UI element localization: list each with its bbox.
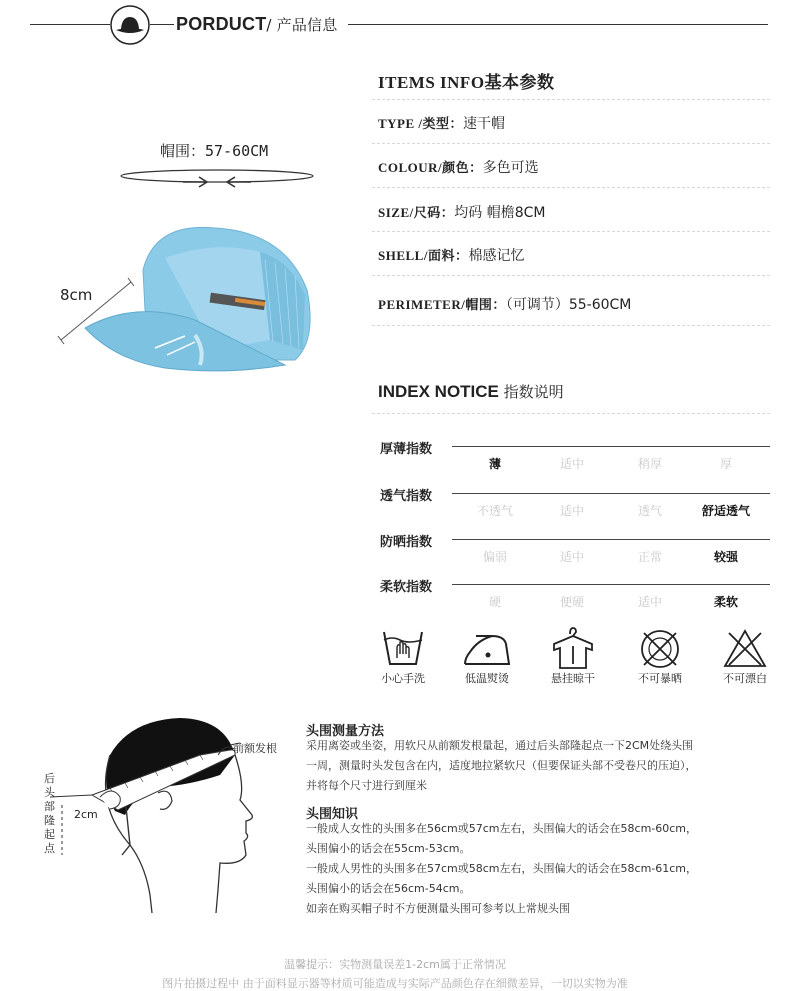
divider — [372, 187, 770, 188]
no-bleach-icon — [722, 628, 768, 670]
index-option: 适中 — [559, 504, 584, 518]
index-label: 透气指数 — [380, 489, 433, 504]
care-label: 不可漂白 — [723, 672, 767, 685]
index-label: 柔软指数 — [380, 580, 433, 595]
info-row-size: SIZE/尺码：均码 帽檐8CM — [378, 205, 546, 221]
index-label: 厚薄指数 — [380, 442, 433, 457]
low-iron-icon — [462, 630, 512, 668]
method-text: 采用离姿或坐姿，用软尺从前额发根量起，通过后头部隆起点一下2CM处绕头围 一周，测量时头发包含在内，适度地拉紧软尺（但要保证头部不受卷尺的压迫）， 并将每个尺寸进行到厘米 — [306, 739, 697, 792]
no-tumble-dry-icon — [638, 628, 682, 670]
page-title: PORDUCT/ 产品信息 — [176, 14, 338, 34]
care-label: 悬挂晾干 — [551, 672, 595, 685]
care-label: 小心手洗 — [381, 672, 425, 685]
brim-label: 8cm — [60, 286, 93, 304]
divider — [372, 99, 770, 100]
index-option: 薄 — [488, 457, 501, 471]
cap-illustration — [55, 160, 340, 390]
index-option: 正常 — [637, 550, 662, 564]
divider — [372, 325, 770, 326]
items-info-title: ITEMS INFO基本参数 — [378, 73, 555, 92]
info-row-shell: SHELL/面料：棉感记忆 — [378, 248, 525, 264]
knowledge-title: 头围知识 — [306, 807, 359, 822]
back-point-label: 后头部隆起点 — [44, 772, 55, 855]
header-rule-right — [348, 24, 768, 25]
care-label: 低温熨烫 — [465, 672, 509, 685]
hand-wash-icon — [380, 628, 426, 668]
circumference-label: 帽围：57-60CM — [160, 142, 269, 160]
care-label: 不可暴晒 — [638, 672, 682, 685]
header-rule-left — [30, 24, 110, 25]
footer-disclaimer: 图片拍摄过程中 由于面料显示器等材质可能造成与实际产品颜色存在细微差异，一切以实物为准 — [162, 977, 628, 990]
divider — [372, 231, 770, 232]
divider — [372, 143, 770, 144]
index-option: 适中 — [559, 457, 584, 471]
index-scale-line — [452, 446, 770, 447]
index-option: 适中 — [637, 595, 662, 609]
index-option: 透气 — [637, 504, 662, 518]
front-hairline-label: 前额发根 — [233, 742, 277, 755]
info-row-perimeter: PERIMETER/帽围：（可调节）55-60CM — [378, 297, 632, 313]
info-row-type: TYPE /类型：速干帽 — [378, 116, 506, 132]
index-scale-line — [452, 493, 770, 494]
footer-note: 温馨提示：实物测量误差1-2cm属于正常情况 — [284, 958, 506, 971]
index-option: 硬 — [488, 595, 501, 609]
page-subtitle: / 产品信息 — [266, 16, 338, 34]
index-label: 防晒指数 — [380, 535, 433, 550]
hang-dry-icon — [550, 624, 596, 670]
index-notice-title: INDEX NOTICE 指数说明 — [378, 382, 564, 401]
bucket-hat-icon — [110, 5, 150, 45]
index-option: 适中 — [559, 550, 584, 564]
index-option: 较强 — [713, 550, 738, 564]
offset-label: 2cm — [74, 808, 98, 821]
header-rule-mid — [150, 24, 174, 25]
index-scale-line — [452, 584, 770, 585]
index-option: 偏弱 — [482, 550, 507, 564]
info-row-colour: COLOUR/颜色：多色可选 — [378, 160, 539, 176]
index-option: 不透气 — [476, 504, 513, 518]
index-option: 舒适透气 — [701, 504, 750, 518]
method-title: 头围测量方法 — [306, 724, 385, 739]
divider — [372, 413, 770, 414]
index-option: 便硬 — [559, 595, 584, 609]
index-option: 稍厚 — [637, 457, 662, 471]
index-option: 厚 — [719, 457, 732, 471]
index-option: 柔软 — [713, 595, 738, 609]
knowledge-text: 一般成人女性的头围多在56cm或57cm左右，头围偏大的话会在58cm-60cm， 头围偏小的话会在55cm-53cm。 一般成人男性的头围多在57cm或58cm左右，头围偏大的话会在58cm-61cm， 头围偏小的话会在56cm-54cm。 如亲在购买帽子时不方便测量头围可参考以上常规头围 — [306, 822, 698, 915]
divider — [372, 275, 770, 276]
index-scale-line — [452, 539, 770, 540]
